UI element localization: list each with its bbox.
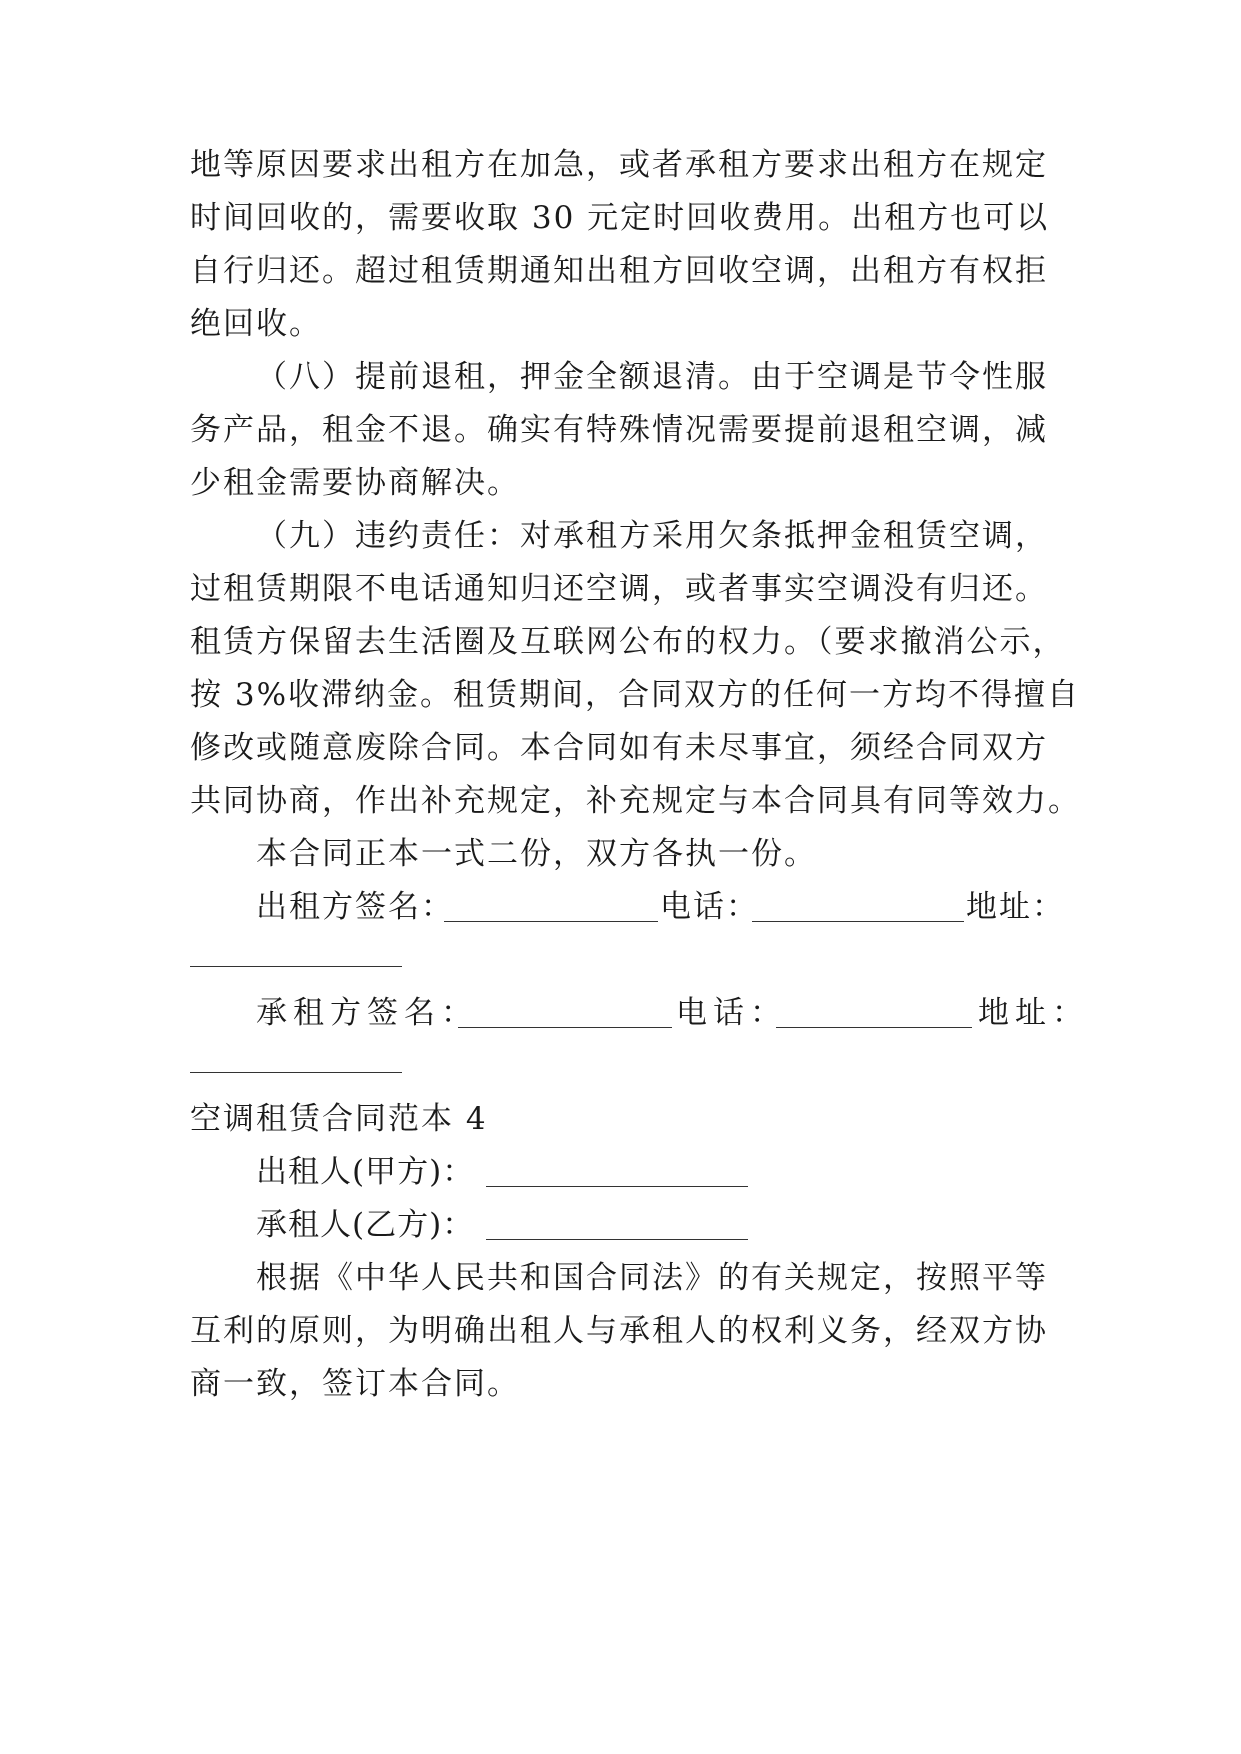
lessee-phone-blank	[776, 1027, 972, 1028]
preamble-line-2: 互利的原则，为明确出租人与承租人的权利义务，经双方协	[190, 1313, 1048, 1349]
clause9-line-5: 修改或随意废除合同。本合同如有未尽事宜，须经合同双方	[190, 730, 1048, 766]
clause8-line-3: 少租金需要协商解决。	[190, 465, 520, 501]
clause7-line-4: 绝回收。	[190, 306, 322, 342]
party-a-label: 出租人(甲方)：	[256, 1154, 475, 1190]
preamble-line-1: 根据《中华人民共和国合同法》的有关规定，按照平等	[256, 1260, 1048, 1296]
lessee-name-label: 承租方签名：	[256, 995, 478, 1031]
clause7-line-1: 地等原因要求出租方在加急，或者承租方要求出租方在规定	[190, 147, 1048, 183]
lessor-phone-label: 电话：	[660, 889, 759, 925]
party-b-label: 承租人(乙方)：	[256, 1207, 475, 1243]
section-4-title: 空调租赁合同范本 4	[190, 1101, 488, 1137]
lessor-phone-blank	[752, 921, 964, 922]
lessee-address-blank	[190, 1072, 402, 1073]
clause9-line-1: （九）违约责任：对承租方采用欠条抵押金租赁空调，	[256, 518, 1048, 554]
clause9-line-6: 共同协商，作出补充规定，补充规定与本合同具有同等效力。	[190, 783, 1081, 819]
lessor-address-blank	[190, 966, 402, 967]
clause7-line-3: 自行归还。超过租赁期通知出租方回收空调，出租方有权拒	[190, 253, 1048, 289]
lessee-address-label: 地址：	[978, 995, 1089, 1031]
preamble-line-3: 商一致，签订本合同。	[190, 1366, 520, 1402]
party-b-blank	[486, 1239, 748, 1240]
clause9-line-4: 按 3%收滞纳金。租赁期间，合同双方的任何一方均不得擅自	[190, 677, 1081, 713]
lessee-name-blank	[458, 1027, 672, 1028]
clause7-line-2: 时间回收的，需要收取 30 元定时回收费用。出租方也可以	[190, 200, 1050, 236]
lessor-name-label: 出租方签名：	[256, 889, 454, 925]
party-a-blank	[486, 1186, 748, 1187]
lessee-phone-label: 电话：	[676, 995, 787, 1031]
copies-statement: 本合同正本一式二份，双方各执一份。	[256, 836, 817, 872]
clause9-line-3: 租赁方保留去生活圈及互联网公布的权力。（要求撤消公示，	[190, 624, 1066, 660]
lessor-address-label: 地址：	[966, 889, 1065, 925]
clause9-line-2: 过租赁期限不电话通知归还空调，或者事实空调没有归还。	[190, 571, 1048, 607]
clause8-line-1: （八）提前退租，押金全额退清。由于空调是节令性服	[256, 359, 1048, 395]
lessor-name-blank	[444, 921, 658, 922]
clause8-line-2: 务产品，租金不退。确实有特殊情况需要提前退租空调，减	[190, 412, 1048, 448]
